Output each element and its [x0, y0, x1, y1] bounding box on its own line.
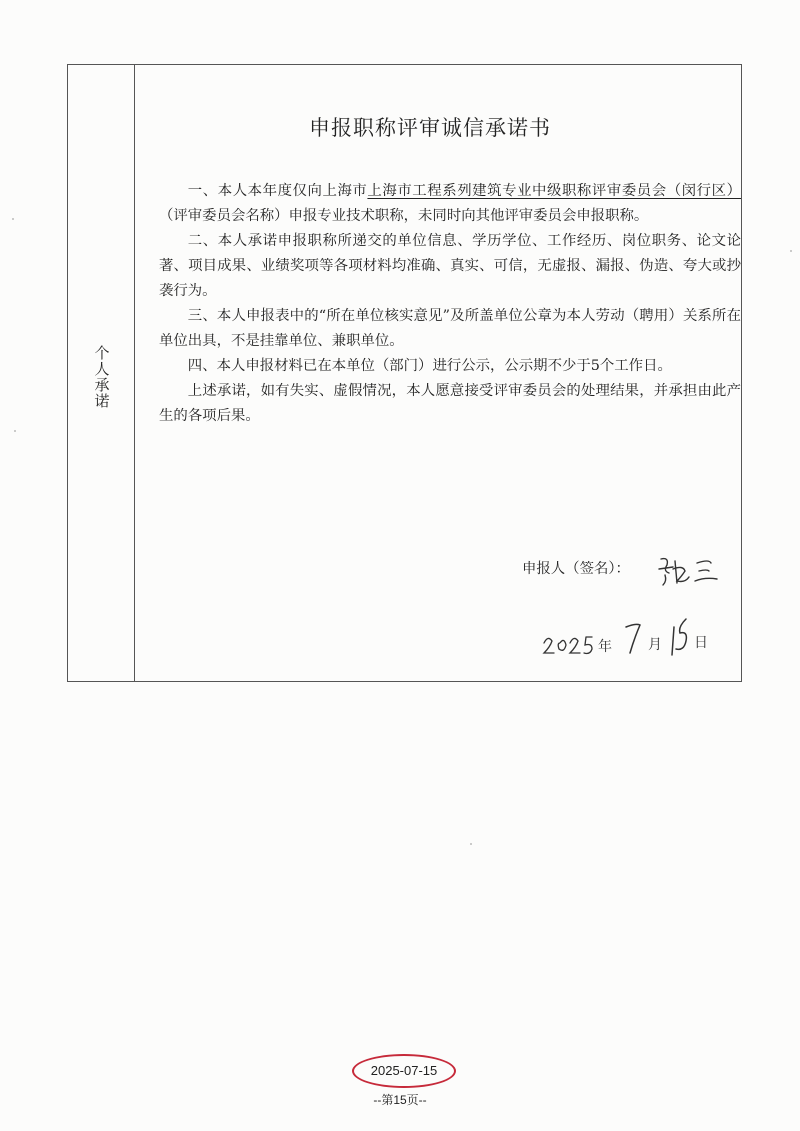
- commitment-form: [67, 64, 742, 682]
- commitment-body: [159, 179, 741, 429]
- content-column: [135, 65, 741, 681]
- commitment-paragraph-2: 二、本人承诺申报职称所递交的单位信息、学历学位、工作经历、岗位职务、论文论著、项目成果、业绩奖项等各项材料均准确、真实、可信，无虚报、漏报、伪造、夸大或抄袭行为。: [159, 233, 741, 299]
- svg-text:月: 月: [648, 637, 662, 653]
- svg-text:年: 年: [598, 639, 612, 655]
- commitment-paragraph-5: 上述承诺，如有失实、虚假情况，本人愿意接受评审委员会的处理结果，并承担由此产生的各项后果。: [159, 383, 741, 424]
- page-number: --第15页--: [373, 1093, 427, 1107]
- scan-speck: [12, 218, 14, 220]
- scan-speck: [14, 430, 16, 432]
- committee-name: 上海市工程系列建筑专业中级职称评审委员会（闵行区）: [367, 183, 741, 199]
- commitment-paragraph-3: 三、本人申报表中的“所在单位核实意见”及所盖单位公章为本人劳动（聘用）关系所在单位出具，不是挂靠单位、兼职单位。: [159, 308, 741, 349]
- scan-speck: [470, 843, 472, 845]
- paragraph-1-suffix: （评审委员会名称）申报专业技术职称，未同时向其他评审委员会申报职称。: [159, 208, 649, 224]
- commitment-paragraph-4: 四、本人申报材料已在本单位（部门）进行公示，公示期不少于5个工作日。: [187, 358, 672, 374]
- paragraph-1-prefix: 一、本人本年度仅向上海市: [187, 183, 368, 199]
- handwritten-signature: [655, 553, 725, 587]
- handwritten-date: [540, 613, 720, 663]
- signature-label: 申报人（签名）：: [522, 561, 630, 577]
- personal-commitment-label: 个人承诺: [92, 345, 111, 409]
- commitment-paragraph-1: [159, 179, 741, 229]
- scan-speck: [790, 250, 792, 252]
- svg-text:日: 日: [694, 635, 708, 651]
- date-stamp: 2025-07-15: [352, 1054, 456, 1088]
- document-title: 申报职称评审诚信承诺书: [309, 116, 551, 140]
- label-column: [68, 65, 135, 681]
